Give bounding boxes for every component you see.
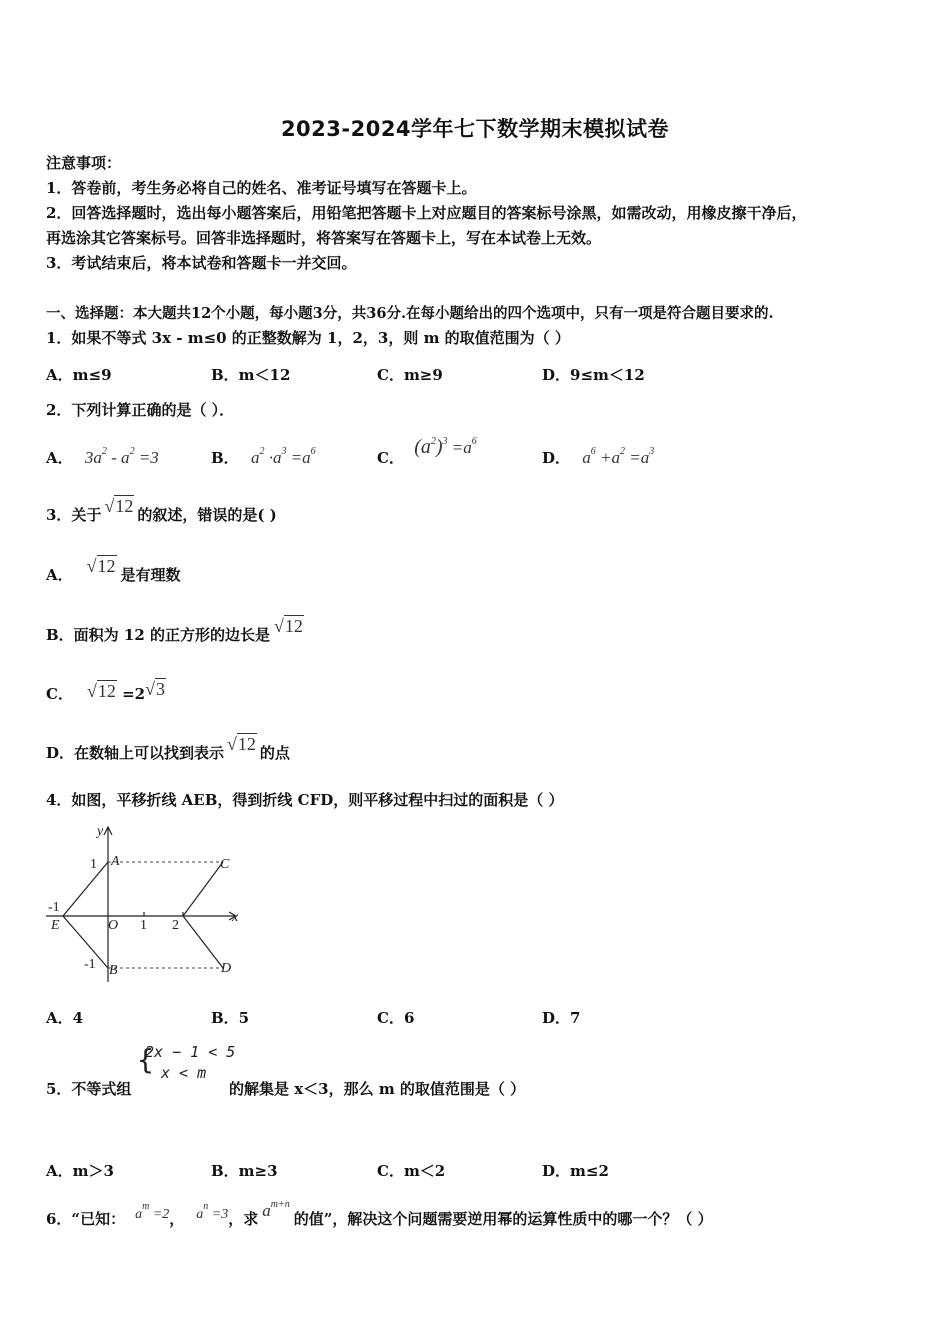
question-1-option-c: C．m≥9	[377, 366, 443, 384]
question-2-option-d: D． $a^6 +a^2 =a^3$	[542, 446, 655, 467]
question-5-stem: 的解集是 x＜3，那么 m 的取值范围是（ ）	[229, 1080, 526, 1098]
point-C: C	[220, 857, 230, 872]
note-1: 1．答卷前，考生务必将自己的姓名、准考证号填写在答题卡上。	[46, 179, 477, 197]
sqrt-12: √12	[86, 556, 116, 576]
note-2a: 2．回答选择题时，选出每小题答案后，用铅笔把答题卡上对应题目的答案标号涂黑，如需改动，用橡皮擦干净后，	[46, 204, 807, 222]
inequality-1: 2x − 1 < 5	[145, 1043, 236, 1061]
question-4-option-b: B．5	[211, 1009, 250, 1027]
sqrt-3: √3	[145, 679, 165, 699]
question-3-option-c: C． √12 =2√3	[46, 679, 165, 703]
polyline-CFD	[183, 862, 223, 968]
question-3-option-d: D．在数轴上可以找到表示 √12 的点	[46, 734, 290, 762]
question-5-stem-prefix: 5．不等式组	[46, 1080, 132, 1098]
question-5-option-a: A．m＞3	[46, 1162, 114, 1180]
question-2-option-a: A． $3a^2 - a^2 =3$	[46, 446, 159, 467]
question-4-option-d: D．7	[542, 1009, 581, 1027]
question-5-option-d: D．m≤2	[542, 1162, 609, 1180]
sqrt-12: √12	[104, 496, 134, 516]
sqrt-12: √12	[227, 734, 256, 754]
question-6-stem: 6．“已知： $a^m =2$， $a^n =3$，求 $a^{m+n}$的值”，解决这个问题需要逆用幂的运算性质中的哪一个？（ ）	[46, 1199, 713, 1228]
point-E: E	[51, 918, 60, 933]
question-1-option-b: B．m＜12	[211, 366, 291, 384]
point-A: A	[111, 854, 120, 869]
origin-O: O	[108, 918, 119, 933]
tick-label-1: 1	[90, 857, 97, 872]
tick-label-x2: 2	[172, 918, 179, 933]
question-3-option-a: A． √12 是有理数	[46, 556, 181, 584]
page-title: 2023-2024学年七下数学期末模拟试卷	[280, 117, 670, 141]
question-3-option-b: B．面积为 12 的正方形的边长是 √12	[46, 616, 303, 644]
question-4-option-c: C．6	[377, 1009, 415, 1027]
point-D: D	[221, 961, 232, 976]
question-4-option-a: A．4	[46, 1009, 84, 1027]
sqrt-12: √12	[86, 681, 116, 701]
sqrt-12: √12	[274, 616, 303, 636]
question-4-figure	[40, 822, 250, 987]
option-letter: A．	[46, 449, 73, 467]
question-3-stem: 3．关于 √12 的叙述，错误的是( )	[46, 496, 277, 524]
question-1-option-a: A．m≤9	[46, 366, 112, 384]
option-letter: B．	[211, 449, 239, 467]
question-2-option-b: B． $a^2 \cdot a^3 =a^6$	[211, 446, 316, 467]
option-letter: C．	[377, 449, 404, 467]
inequality-system	[137, 1042, 235, 1084]
section-heading: 一、选择题：本大题共12个小题，每小题3分，共36分.在每小题给出的四个选项中，只有一项是符合题目要求的.	[46, 305, 774, 322]
brace-icon: {	[137, 1043, 154, 1076]
question-5-option-c: C．m＜2	[377, 1162, 446, 1180]
question-1-stem: 1．如果不等式 3x - m≤0 的正整数解为 1，2，3，则 m 的取值范围为（ ）	[46, 329, 570, 347]
note-2b: 再选涂其它答案标号。回答非选择题时，将答案写在答题卡上，写在本试卷上无效。	[46, 229, 602, 247]
question-5-option-b: B．m≥3	[211, 1162, 278, 1180]
option-letter: D．	[542, 449, 571, 467]
tick-label-x1: 1	[140, 918, 147, 933]
x-label: x	[232, 910, 239, 925]
notes-heading: 注意事项：	[46, 154, 122, 172]
question-2-stem: 2．下列计算正确的是（ ）．	[46, 401, 235, 419]
tick-label-neg1: -1	[48, 900, 60, 915]
point-B: B	[109, 963, 118, 978]
inequality-2: x < m	[161, 1064, 207, 1082]
question-2-option-c: C． $(a^2)^3 =a^6$	[377, 436, 477, 467]
note-3: 3．考试结束后，将本试卷和答题卡一并交回。	[46, 254, 357, 272]
polyline-AEB	[63, 862, 108, 968]
question-1-option-d: D．9≤m＜12	[542, 366, 645, 384]
question-4-stem: 4．如图，平移折线 AEB，得到折线 CFD，则平移过程中扫过的面积是（ ）	[46, 791, 564, 809]
tick-label-neg1-y: -1	[84, 957, 96, 972]
y-label: y	[97, 824, 104, 839]
